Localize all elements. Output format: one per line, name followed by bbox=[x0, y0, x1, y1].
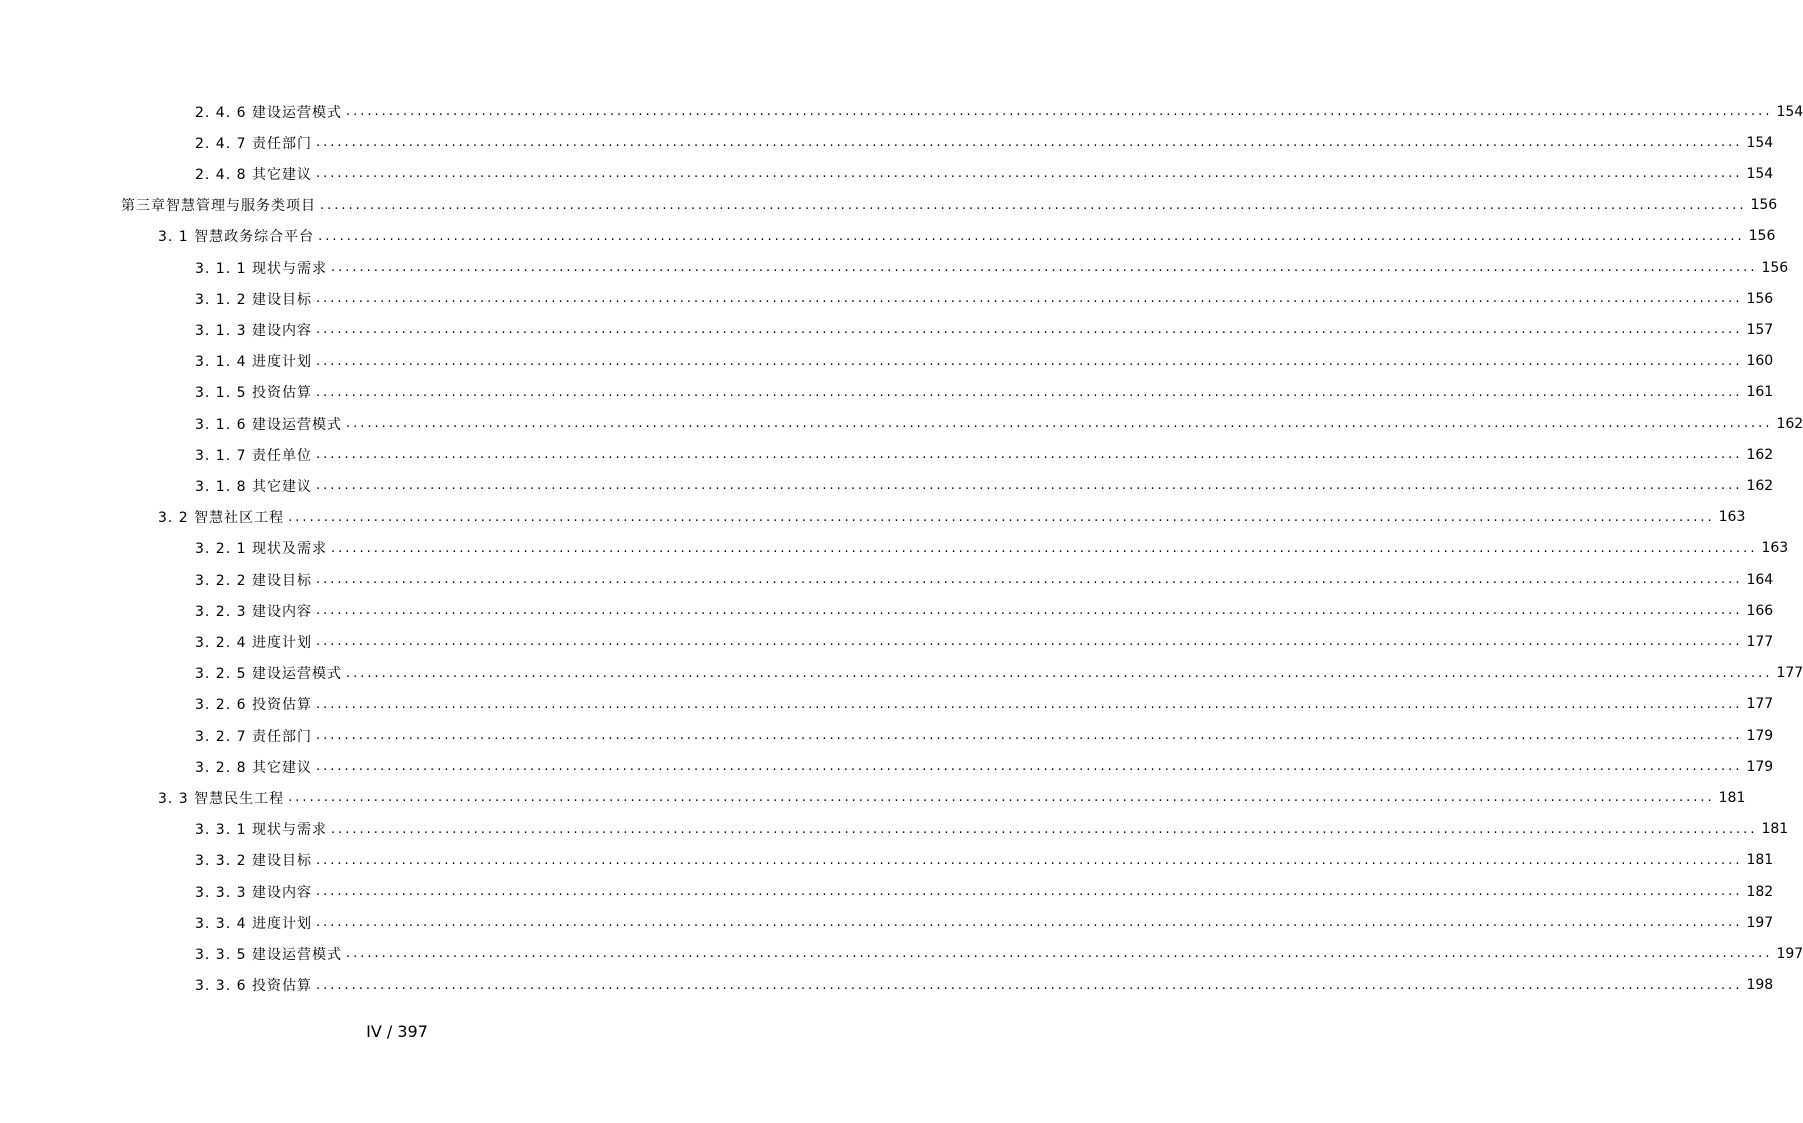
toc-dot-leader: ........................................................................................................................................................................................................ bbox=[315, 353, 1743, 369]
toc-entry-title: 3. 1. 6 建设运营模式 bbox=[195, 416, 342, 433]
toc-entry-title: 3. 3. 4 进度计划 bbox=[195, 915, 312, 932]
toc-entry[interactable] bbox=[195, 314, 1774, 345]
toc-dot-leader: ........................................................................................................................................................................................................ bbox=[288, 509, 1715, 525]
toc-entry-page: 181 bbox=[1761, 821, 1789, 838]
toc-dot-leader: ........................................................................................................................................................................................................ bbox=[330, 260, 1758, 275]
toc-entry-title: 3. 1. 2 建设目标 bbox=[195, 291, 312, 308]
toc-entry[interactable] bbox=[158, 221, 1776, 252]
toc-dot-leader: ........................................................................................................................................................................................................ bbox=[315, 977, 1743, 993]
toc-dot-leader: ........................................................................................................................................................................................................ bbox=[315, 728, 1743, 743]
toc-entry-title: 3. 1. 1 现状与需求 bbox=[195, 260, 327, 277]
toc-entry[interactable] bbox=[195, 439, 1774, 470]
toc-entry[interactable] bbox=[195, 658, 1803, 689]
toc-entry-page: 156 bbox=[1748, 228, 1776, 245]
toc-entry-title: 3. 2. 3 建设内容 bbox=[195, 603, 312, 620]
toc-entry-page: 179 bbox=[1746, 758, 1774, 775]
toc-entry-page: 197 bbox=[1746, 914, 1774, 931]
toc-entry-page: 177 bbox=[1746, 696, 1774, 713]
toc-entry-page: 179 bbox=[1746, 727, 1774, 744]
toc-entry-title: 3. 3. 1 现状与需求 bbox=[195, 822, 327, 839]
toc-entry-page: 198 bbox=[1746, 977, 1774, 994]
toc-entry[interactable] bbox=[158, 782, 1746, 813]
toc-entry-page: 181 bbox=[1718, 789, 1746, 806]
toc-entry[interactable] bbox=[195, 689, 1774, 720]
toc-entry-title: 2. 4. 8 其它建议 bbox=[195, 166, 312, 183]
toc-entry-page: 163 bbox=[1718, 509, 1746, 526]
toc-dot-leader: ........................................................................................................................................................................................................ bbox=[315, 603, 1743, 619]
toc-entry[interactable] bbox=[195, 283, 1774, 314]
toc-entry-title: 3. 2. 5 建设运营模式 bbox=[195, 666, 342, 683]
toc-entry[interactable] bbox=[195, 907, 1774, 938]
toc-dot-leader: ........................................................................................................................................................................................................ bbox=[345, 665, 1773, 681]
toc-entry[interactable] bbox=[195, 252, 1789, 283]
toc-entry-page: 162 bbox=[1746, 477, 1774, 494]
toc-entry[interactable] bbox=[195, 346, 1774, 377]
toc-entry-page: 157 bbox=[1746, 321, 1774, 338]
toc-entry-page: 160 bbox=[1746, 353, 1774, 370]
toc-entry[interactable] bbox=[195, 751, 1774, 782]
toc-entry[interactable] bbox=[195, 595, 1774, 626]
toc-entry-page: 164 bbox=[1746, 571, 1774, 588]
toc-dot-leader: ........................................................................................................................................................................................................ bbox=[315, 322, 1743, 338]
toc-dot-leader: ........................................................................................................................................................................................................ bbox=[315, 759, 1743, 775]
toc-entry-page: 154 bbox=[1746, 134, 1774, 151]
toc-entry-title: 第三章智慧管理与服务类项目 bbox=[121, 198, 316, 215]
toc-entry-page: 182 bbox=[1746, 883, 1774, 900]
toc-entry-title: 3. 1. 7 责任单位 bbox=[195, 447, 312, 464]
toc-dot-leader: ........................................................................................................................................................................................................ bbox=[315, 884, 1743, 899]
toc-entry[interactable] bbox=[195, 470, 1774, 501]
toc-entry-title: 3. 3 智慧民生工程 bbox=[158, 790, 285, 807]
toc-entry-title: 3. 2. 2 建设目标 bbox=[195, 572, 312, 589]
toc-entry-page: 177 bbox=[1776, 665, 1803, 682]
toc-entry[interactable] bbox=[195, 377, 1774, 408]
toc-dot-leader: ........................................................................................................................................................................................................ bbox=[315, 852, 1743, 868]
toc-entry-page: 181 bbox=[1746, 852, 1774, 869]
toc-entry-page: 156 bbox=[1750, 197, 1778, 214]
toc-dot-leader: ........................................................................................................................................................................................................ bbox=[345, 416, 1773, 431]
toc-entry-title: 3. 2 智慧社区工程 bbox=[158, 510, 285, 527]
toc-entry[interactable] bbox=[195, 876, 1774, 907]
toc-entry-title: 3. 2. 6 投资估算 bbox=[195, 697, 312, 714]
toc-entry-page: 161 bbox=[1746, 384, 1774, 401]
toc-entry[interactable] bbox=[195, 533, 1789, 564]
toc-entry[interactable] bbox=[195, 96, 1803, 127]
toc-entry-title: 3. 1. 3 建设内容 bbox=[195, 322, 312, 339]
toc-entry-title: 2. 4. 7 责任部门 bbox=[195, 135, 312, 152]
toc-entry-title: 3. 2. 8 其它建议 bbox=[195, 759, 312, 776]
toc-entry[interactable] bbox=[195, 158, 1774, 189]
toc-entry[interactable] bbox=[195, 814, 1789, 845]
toc-dot-leader: ........................................................................................................................................................................................................ bbox=[318, 228, 1745, 244]
toc-entry[interactable] bbox=[195, 626, 1774, 657]
toc-entry-page: 163 bbox=[1761, 540, 1789, 557]
toc-dot-leader: ........................................................................................................................................................................................................ bbox=[345, 946, 1773, 962]
toc-entry-page: 197 bbox=[1776, 945, 1803, 962]
toc-entry-page: 154 bbox=[1746, 165, 1774, 182]
toc-entry-title: 3. 3. 6 投资估算 bbox=[195, 978, 312, 995]
toc-entry-title: 3. 1. 8 其它建议 bbox=[195, 478, 312, 495]
toc-entry-title: 3. 1 智慧政务综合平台 bbox=[158, 229, 315, 246]
toc-dot-leader: ........................................................................................................................................................................................................ bbox=[315, 478, 1743, 494]
toc-entry-title: 3. 2. 7 责任部门 bbox=[195, 728, 312, 745]
toc-entry-title: 3. 3. 2 建设目标 bbox=[195, 853, 312, 870]
toc-dot-leader: ........................................................................................................................................................................................................ bbox=[315, 634, 1743, 650]
toc-entry-page: 156 bbox=[1761, 259, 1789, 276]
toc-entry-page: 154 bbox=[1776, 103, 1803, 120]
toc-dot-leader: ........................................................................................................................................................................................................ bbox=[315, 447, 1743, 463]
toc-entry[interactable] bbox=[195, 127, 1774, 158]
toc-dot-leader: ........................................................................................................................................................................................................ bbox=[315, 384, 1743, 400]
toc-entry[interactable] bbox=[195, 720, 1774, 751]
toc-dot-leader: ........................................................................................................................................................................................................ bbox=[315, 572, 1743, 587]
toc-entry-title: 3. 3. 5 建设运营模式 bbox=[195, 946, 342, 963]
toc-entry-page: 156 bbox=[1746, 290, 1774, 307]
toc-entry-page: 162 bbox=[1776, 415, 1803, 432]
toc-entry-title: 3. 2. 1 现状及需求 bbox=[195, 541, 327, 558]
page-number: IV / 397 bbox=[366, 1022, 428, 1041]
toc-entry[interactable] bbox=[195, 970, 1774, 1001]
toc-entry[interactable] bbox=[195, 408, 1803, 439]
toc-dot-leader: ........................................................................................................................................................................................................ bbox=[315, 166, 1743, 182]
toc-dot-leader: ........................................................................................................................................................................................................ bbox=[345, 104, 1773, 119]
toc-entry[interactable] bbox=[195, 938, 1803, 969]
toc-entry-page: 166 bbox=[1746, 602, 1774, 619]
toc-dot-leader: ........................................................................................................................................................................................................ bbox=[315, 135, 1743, 151]
toc-entry-title: 3. 3. 3 建设内容 bbox=[195, 884, 312, 901]
toc-entry-title: 3. 1. 4 进度计划 bbox=[195, 354, 312, 371]
toc-dot-leader: ........................................................................................................................................................................................................ bbox=[330, 540, 1758, 556]
toc-dot-leader: ........................................................................................................................................................................................................ bbox=[315, 291, 1743, 307]
toc-entry-page: 162 bbox=[1746, 446, 1774, 463]
toc-dot-leader: ........................................................................................................................................................................................................ bbox=[288, 790, 1715, 806]
toc-entry-title: 3. 2. 4 进度计划 bbox=[195, 634, 312, 651]
toc-entry-page: 177 bbox=[1746, 633, 1774, 650]
toc-dot-leader: ........................................................................................................................................................................................................ bbox=[330, 821, 1758, 837]
toc-entry-title: 3. 1. 5 投资估算 bbox=[195, 385, 312, 402]
toc-entry[interactable] bbox=[158, 502, 1746, 533]
toc-entry-title: 2. 4. 6 建设运营模式 bbox=[195, 104, 342, 121]
toc-dot-leader: ........................................................................................................................................................................................................ bbox=[315, 696, 1743, 712]
toc-entry[interactable] bbox=[121, 190, 1778, 221]
toc-dot-leader: ........................................................................................................................................................................................................ bbox=[315, 915, 1743, 931]
toc-entry[interactable] bbox=[195, 564, 1774, 595]
toc-dot-leader: ........................................................................................................................................................................................................ bbox=[320, 197, 1747, 213]
toc-entry[interactable] bbox=[195, 845, 1774, 876]
